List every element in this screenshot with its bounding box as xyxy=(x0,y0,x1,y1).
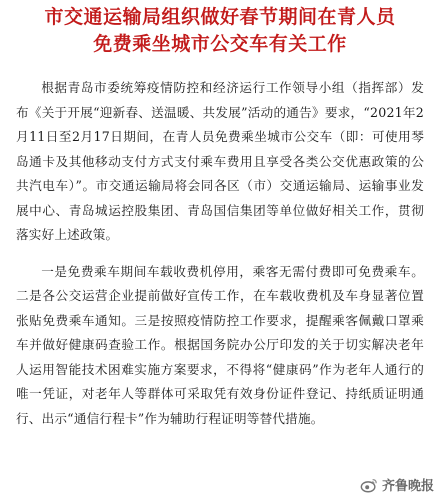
title-line-1: 市交通运输局组织做好春节期间在青人员 xyxy=(44,6,396,28)
paragraph-2: 一是免费乘车期间车载收费机停用，乘客无需付费即可免费乘车。二是各公交运营企业提前做好宣传工作，在车载收费机及车身显著位置张贴免费乘车通知。三是按照疫情防控工作要求，提醒乘客佩戴口罩乘车并做好健康码查验工作。根据国务院办公厅印发的关于切实解决老年人运用智能技术困难实施方案要求，不得将“健康码”作为老年人通行的唯一凭证，对老年人等群体可采取凭有效身份证件登记、持纸质证明通行、出示“通信行程卡”作为辅助行程证明等替代措施。 xyxy=(16,263,424,426)
weibo-logo-icon xyxy=(360,476,378,494)
article-body xyxy=(16,76,424,431)
source-watermark xyxy=(360,475,434,494)
paragraph-1: 根据青岛市委统筹疫情防控和经济运行工作领导小组（指挥部）发布《关于开展“迎新春、送温暖、共发展”活动的通告》要求，“2021年2月11日至2月17日期间，在青人员免费乘坐城市公交车（即：可使用琴岛通卡及其他移动支付方式支付乘车费用且享受各类公交优惠政策的公共汽电车）”。市交通运输局将会同各区（市）交通运输局、运输事业发展中心、青岛城运控股集团、青岛国信集团等单位做好相关工作，贯彻落实好上述政策。 xyxy=(16,80,424,242)
title-line-2: 免费乘坐城市公交车有关工作 xyxy=(93,33,347,55)
watermark-label: 齐鲁晚报 xyxy=(381,479,434,494)
article-title xyxy=(16,4,424,58)
